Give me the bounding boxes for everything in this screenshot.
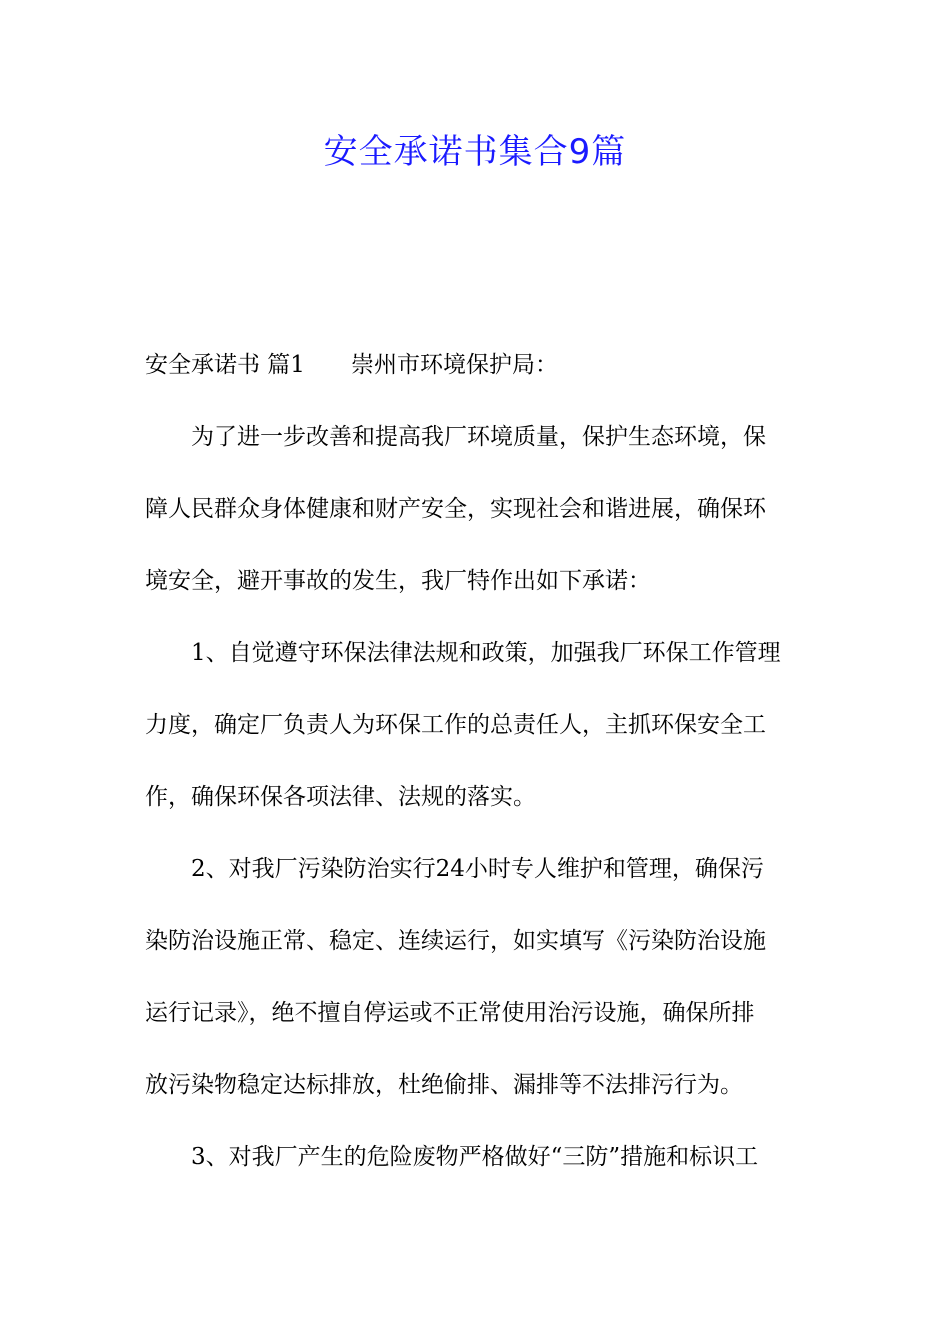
paragraph-line: 2、对我厂污染防治实行24小时专人维护和管理，确保污 <box>191 856 764 882</box>
paragraph-2 <box>145 627 809 823</box>
paragraph-line: 运行记录》，绝不擅自停运或不正常使用治污设施，确保所排 <box>145 1000 755 1026</box>
paragraph-line: 3、对我厂产生的危险废物严格做好“三防”措施和标识工 <box>191 1144 759 1170</box>
paragraph-line: 作，确保环保各项法律、法规的落实。 <box>145 784 536 810</box>
paragraph-line: 为了进一步改善和提高我厂环境质量，保护生态环境，保 <box>191 424 766 450</box>
paragraph-line: 境安全，避开事故的发生，我厂特作出如下承诺： <box>145 568 651 594</box>
document-body <box>145 339 809 1183</box>
heading-line <box>145 339 809 391</box>
paragraph-line: 染防治设施正常、稳定、连续运行，如实填写《污染防治设施 <box>145 928 766 954</box>
paragraph-4 <box>145 1131 809 1183</box>
section-heading: 安全承诺书 篇1 <box>145 352 305 378</box>
paragraph-line: 力度，确定厂负责人为环保工作的总责任人，主抓环保安全工 <box>145 712 766 738</box>
paragraph-line: 1、自觉遵守环保法律法规和政策，加强我厂环保工作管理 <box>191 640 781 666</box>
paragraph-line: 障人民群众身体健康和财产安全，实现社会和谐进展，确保环 <box>145 496 766 522</box>
paragraph-line: 放污染物稳定达标排放，杜绝偷排、漏排等不法排污行为。 <box>145 1072 743 1098</box>
paragraph-3 <box>145 843 809 1111</box>
document-title: 安全承诺书集合9篇 <box>323 132 627 172</box>
addressee: 崇州市环境保护局： <box>350 352 558 378</box>
paragraph-1 <box>145 411 809 607</box>
